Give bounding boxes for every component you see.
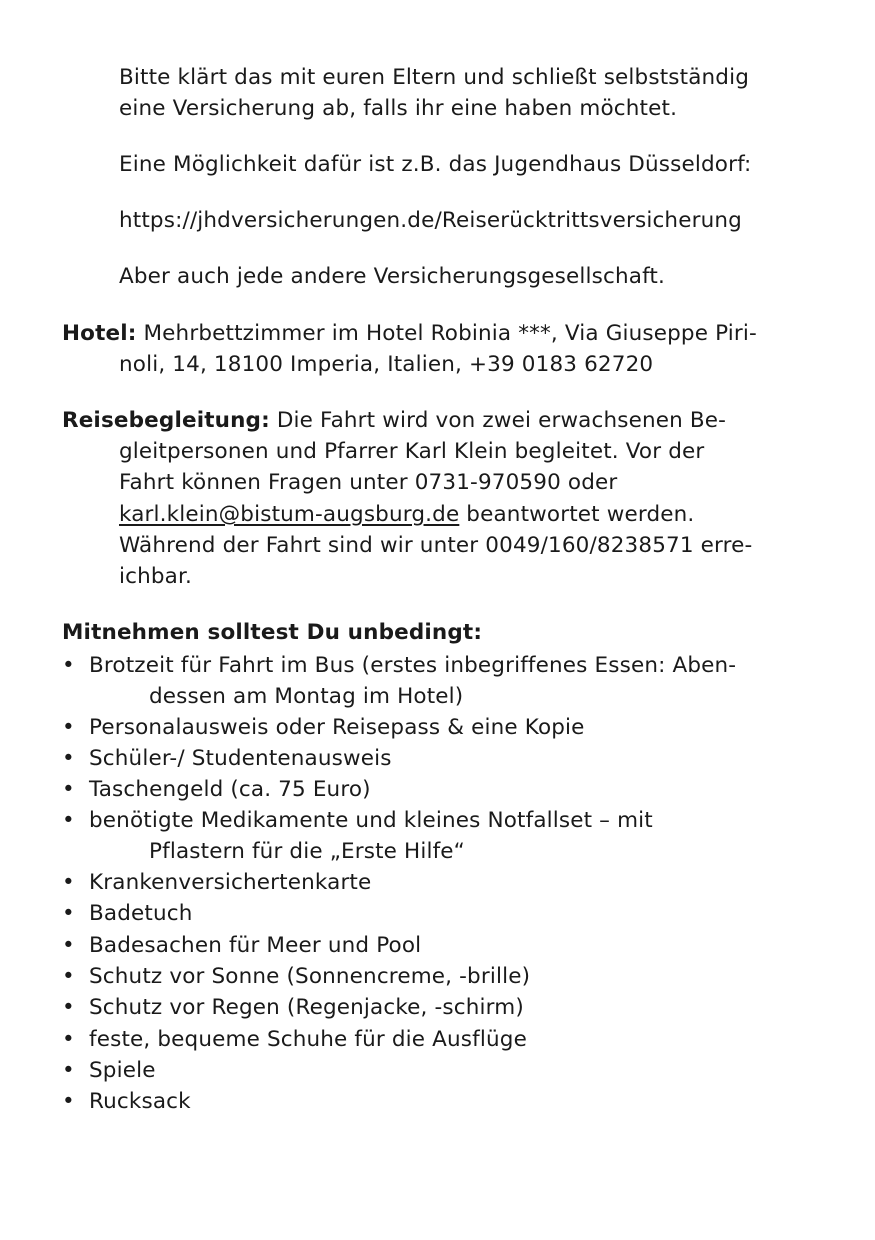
hotel-line-1 — [62, 318, 757, 349]
list-item: Badetuch — [89, 901, 193, 926]
escort-text-line-5: Während der Fahrt sind wir unter 0049/160/8238571 erre- — [119, 533, 753, 558]
escort-line-1 — [62, 405, 726, 436]
hotel-text-line-2: noli, 14, 18100 Imperia, Italien, +39 0183 62720 — [119, 352, 654, 377]
escort-line-4 — [119, 499, 694, 530]
list-item: benötigte Medikamente und kleines Notfallset – mit — [89, 808, 653, 833]
insurance-text-line-3: Eine Möglichkeit dafür ist z.B. das Jugendhaus Düsseldorf: — [119, 152, 752, 177]
escort-text-line-6: ichbar. — [119, 564, 192, 589]
list-item: feste, bequeme Schuhe für die Ausflüge — [89, 1027, 527, 1052]
hotel-label: Hotel: — [62, 321, 137, 346]
bullet-icon: • — [62, 870, 75, 895]
list-item: Krankenversichertenkarte — [89, 870, 372, 895]
list-item: Schutz vor Regen (Regenjacke, -schirm) — [89, 995, 524, 1020]
bullet-icon: • — [62, 1089, 75, 1114]
list-item-continuation: Pflastern für die „Erste Hilfe“ — [149, 839, 465, 864]
packing-heading: Mitnehmen solltest Du unbedingt: — [62, 620, 483, 645]
bullet-icon: • — [62, 1027, 75, 1052]
list-item: Schüler-/ Studentenausweis — [89, 746, 392, 771]
insurance-text-line-2: eine Versicherung ab, falls ihr eine haben möchtet. — [119, 96, 678, 121]
escort-text-4: beantwortet werden. — [459, 502, 695, 527]
escort-text-line-3: Fahrt können Fragen unter 0731-970590 oder — [119, 470, 618, 495]
hotel-text-1: Mehrbettzimmer im Hotel Robinia ***, Via Giuseppe Piri- — [136, 321, 757, 346]
list-item: Brotzeit für Fahrt im Bus (erstes inbegriffenes Essen: Aben- — [89, 653, 737, 678]
list-item: Personalausweis oder Reisepass & eine Kopie — [89, 715, 585, 740]
list-item: Schutz vor Sonne (Sonnencreme, -brille) — [89, 964, 531, 989]
list-item: Taschengeld (ca. 75 Euro) — [89, 777, 371, 802]
bullet-icon: • — [62, 715, 75, 740]
insurance-url: https://jhdversicherungen.de/Reiserücktrittsversicherung — [119, 208, 742, 233]
bullet-icon: • — [62, 653, 75, 678]
bullet-icon: • — [62, 808, 75, 833]
escort-text-1: Die Fahrt wird von zwei erwachsenen Be- — [269, 408, 727, 433]
bullet-icon: • — [62, 901, 75, 926]
list-item: Rucksack — [89, 1089, 191, 1114]
list-item: Badesachen für Meer und Pool — [89, 933, 422, 958]
bullet-icon: • — [62, 964, 75, 989]
escort-text-line-2: gleitpersonen und Pfarrer Karl Klein begleitet. Vor der — [119, 439, 705, 464]
list-item: Spiele — [89, 1058, 156, 1083]
email-link[interactable]: karl.klein@bistum-augsburg.de — [119, 502, 460, 527]
bullet-icon: • — [62, 933, 75, 958]
escort-label: Reisebegleitung: — [62, 408, 270, 433]
insurance-text-line-1: Bitte klärt das mit euren Eltern und schließt selbstständig — [119, 65, 750, 90]
insurance-text-line-4: Aber auch jede andere Versicherungsgesellschaft. — [119, 264, 665, 289]
bullet-icon: • — [62, 1058, 75, 1083]
list-item-continuation: dessen am Montag im Hotel) — [149, 684, 464, 709]
bullet-icon: • — [62, 777, 75, 802]
bullet-icon: • — [62, 995, 75, 1020]
bullet-icon: • — [62, 746, 75, 771]
